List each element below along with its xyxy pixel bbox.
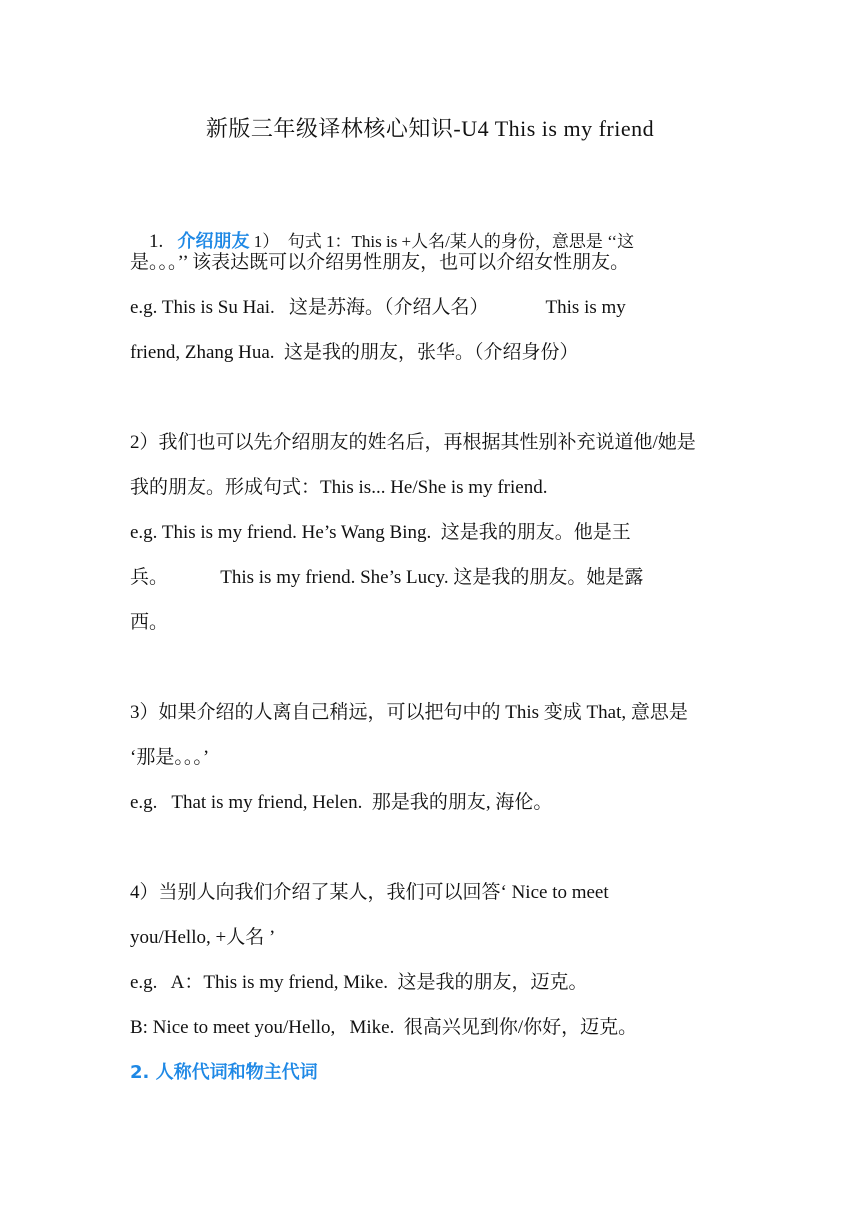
paragraph-line: 是。。。’’ 该表达既可以介绍男性朋友，也可以介绍女性朋友。 [130, 252, 630, 273]
paragraph-line: 3）如果介绍的人离自己稍远，可以把句中的 This 变成 That, 意思是 [130, 702, 688, 723]
paragraph-line: e.g. This is my friend. He’s Wang Bing. 这是我的朋友。他是王 [130, 522, 631, 543]
paragraph-line: e.g. That is my friend, Helen. 那是我的朋友, 海伦。 [130, 792, 553, 813]
item-number: 1. [149, 231, 178, 252]
line-text: 1） 句式 1：This is +人名/某人的身份，意思是 ‘‘这 [249, 232, 635, 251]
paragraph-line: you/Hello, +人名 ’ [130, 927, 276, 948]
paragraph-line: 我的朋友。形成句式：This is... He/She is my friend. [130, 477, 548, 498]
paragraph-line: 兵。 This is my friend. She’s Lucy. 这是我的朋友。她是露 [130, 567, 644, 588]
paragraph-line: e.g. This is Su Hai. 这是苏海。（介绍人名） This is my [130, 297, 626, 318]
paragraph-line: friend, Zhang Hua. 这是我的朋友，张华。（介绍身份） [130, 342, 579, 363]
paragraph-line: 2）我们也可以先介绍朋友的姓名后，再根据其性别补充说道他/她是 [130, 432, 696, 453]
paragraph-line: 西。 [130, 612, 169, 633]
paragraph-line: e.g. A：This is my friend, Mike. 这是我的朋友，迈克。 [130, 972, 588, 993]
section-heading-introduce-friends: 介绍朋友 [177, 231, 250, 252]
document-title: 新版三年级译林核心知识-U4 This is my friend [205, 116, 655, 141]
paragraph-line: 4）当别人向我们介绍了某人，我们可以回答‘ Nice to meet [130, 882, 609, 903]
section-heading-pronouns: 2. 人称代词和物主代词 [130, 1062, 318, 1083]
paragraph-line: B: Nice to meet you/Hello, Mike. 很高兴见到你/你好，迈克。 [130, 1017, 638, 1038]
paragraph-line: ‘那是。。。’ [130, 747, 210, 768]
